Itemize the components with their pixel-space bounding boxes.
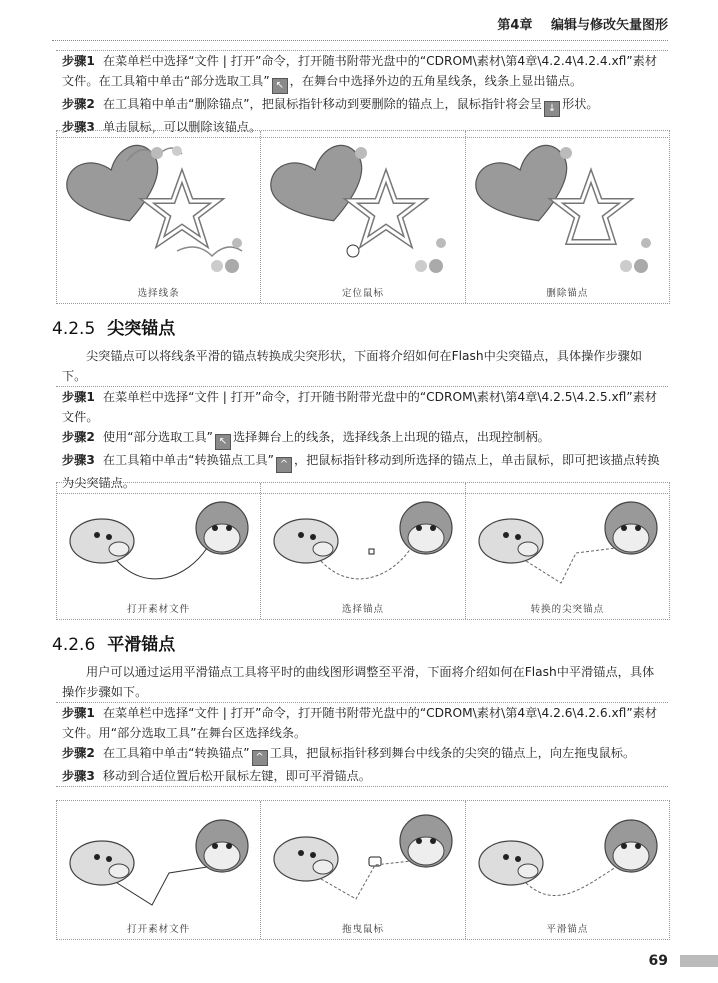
sec1-steps — [56, 50, 668, 138]
pig-monkey-illustration — [466, 801, 670, 939]
sec3-body — [56, 662, 668, 787]
sec3-step2: 步骤2 在工具箱中单击“转换锚点” ^ 工具，把鼠标指针移到舞台中线条的尖突的锚点上，向左拖曳鼠标。 — [62, 743, 662, 766]
heart-star-illustration — [261, 131, 465, 303]
figure-heart-star-cursor — [261, 131, 465, 303]
sec2-step1: 步骤1 在菜单栏中选择“文件 | 打开”命令，打开随书附带光盘中的“CDROM\素材\第4章\4.2.5\4.2.5.xfl”素材文件。 — [62, 390, 658, 424]
sec3-caption-3: 平滑锚点 — [546, 924, 589, 935]
heart-star-illustration — [466, 131, 670, 303]
convert-anchor-tool-icon: ^ — [276, 457, 292, 473]
sec3-stepbox — [56, 702, 668, 787]
page-number: 69 — [648, 953, 668, 969]
sec3-intro: 用户可以通过运用平滑锚点工具将平时的曲线图形调整至平滑，下面将介绍如何在Flash中平滑锚点，具体操作步骤如下。 — [62, 665, 655, 699]
heart-star-illustration — [57, 131, 261, 303]
figure-pig-monkey-open — [57, 483, 261, 619]
sec2-figures — [56, 482, 670, 620]
sec3-caption-1: 打开素材文件 — [127, 924, 191, 935]
figure-pig-monkey-converted — [466, 483, 669, 619]
sec3-step1: 步骤1 在菜单栏中选择“文件 | 打开”命令，打开随书附带光盘中的“CDROM\素材\第4章\4.2.6\4.2.6.xfl”素材文件。用“部分选取工具”在舞台区选择线条。 — [62, 706, 658, 740]
chapter-title: 编辑与修改矢量图形 — [550, 18, 668, 33]
figure-heart-star-select — [57, 131, 261, 303]
sec1-stepbox — [56, 50, 668, 138]
pig-monkey-illustration — [57, 483, 261, 619]
sec1-caption-1: 选择线条 — [137, 288, 180, 299]
sec1-figures — [56, 130, 670, 304]
figure-pig-monkey-open-2 — [57, 801, 261, 939]
sec1-step1: 步骤1 在菜单栏中选择“文件 | 打开”命令，打开随书附带光盘中的“CDROM\素材\第4章\4.2.4\4.2.4.xfl”素材文件。在工具箱中单击“部分选取工具” ↖ ，在舞台中选择外边的五角星线条，线条上显出锚点。 — [62, 51, 662, 94]
figure-heart-star-deleted — [466, 131, 669, 303]
pig-monkey-illustration — [57, 801, 261, 939]
subselect-tool-icon: ↖ — [215, 434, 231, 450]
convert-anchor-tool-icon: ^ — [252, 750, 268, 766]
running-header — [497, 14, 668, 33]
sec3-figures — [56, 800, 670, 940]
header-divider — [52, 40, 668, 41]
sec2-stepbox — [56, 386, 668, 494]
sec2-intro: 尖突锚点可以将线条平滑的锚点转换成尖突形状，下面将介绍如何在Flash中尖突锚点，具体操作步骤如下。 — [62, 349, 643, 383]
page-tab-marker — [680, 955, 718, 967]
sec2-step3: 步骤3 在工具箱中单击“转换锚点工具” ^ ，把鼠标指针移动到所选择的锚点上，单击鼠标，即可把该描点转换为尖突锚点。 — [62, 453, 660, 490]
figure-pig-monkey-smooth — [466, 801, 669, 939]
sec3-step3: 步骤3 移动到合适位置后松开鼠标左键，即可平滑锚点。 — [62, 769, 371, 783]
section-heading-4-2-5: 4.2.5 尖突锚点 — [52, 319, 176, 339]
figure-pig-monkey-select — [261, 483, 465, 619]
sec2-caption-2: 选择锚点 — [341, 604, 384, 615]
sec2-step2: 步骤2 使用“部分选取工具” ↖ 选择舞台上的线条，选择线条上出现的锚点，出现控制柄。 — [62, 427, 662, 450]
delete-anchor-cursor-icon: ↓ — [544, 101, 560, 117]
sec1-step3: 步骤3 单击鼠标，可以删除该锚点。 — [62, 120, 262, 134]
figure-pig-monkey-drag — [261, 801, 465, 939]
sec1-caption-3: 删除锚点 — [546, 288, 589, 299]
pig-monkey-illustration — [261, 483, 465, 619]
pig-monkey-illustration — [261, 801, 465, 939]
chapter-label: 第4章 — [497, 18, 533, 33]
pig-monkey-illustration — [466, 483, 670, 619]
subselect-tool-icon: ↖ — [272, 78, 288, 94]
sec2-caption-3: 转换的尖突锚点 — [530, 604, 605, 615]
sec3-caption-2: 拖曳鼠标 — [341, 924, 384, 935]
sec2-caption-1: 打开素材文件 — [127, 604, 191, 615]
section-heading-4-2-6: 4.2.6 平滑锚点 — [52, 635, 176, 655]
sec2-body — [56, 346, 668, 494]
sec1-caption-2: 定位鼠标 — [341, 288, 384, 299]
sec1-step2: 步骤2 在工具箱中单击“删除锚点”，把鼠标指针移动到要删除的锚点上，鼠标指针将会呈 ↓ 形状。 — [62, 94, 662, 117]
